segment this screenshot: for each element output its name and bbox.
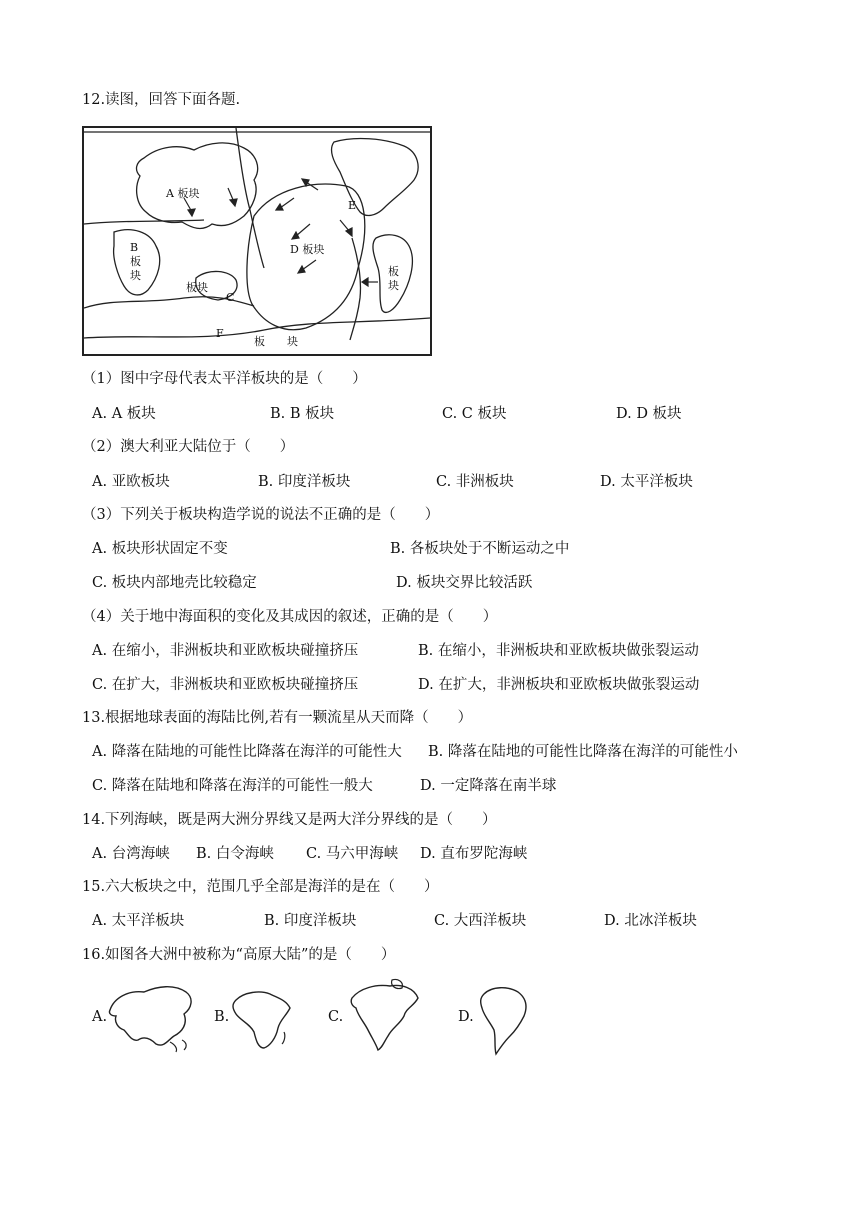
map-label-indian: 板块 [186, 281, 208, 294]
q12-sub3-option-d[interactable]: D. 板块交界比较活跃 [396, 575, 533, 591]
africa-outline-icon[interactable] [228, 986, 298, 1052]
q12-sub3-option-b[interactable]: B. 各板块处于不断运动之中 [390, 541, 570, 557]
q12-sub1-stem: （1）图中字母代表太平洋板块的是（ ） [82, 371, 367, 387]
q16-option-a[interactable]: A. [92, 1009, 108, 1025]
q14-option-d[interactable]: D. 直布罗陀海峡 [420, 846, 528, 862]
q13-option-d[interactable]: D. 一定降落在南半球 [420, 778, 557, 794]
map-label-d: D 板块 [290, 243, 325, 256]
map-label-b1: B [130, 241, 139, 254]
q12-sub1-option-a[interactable]: A. A 板块 [92, 406, 156, 422]
q14-option-b[interactable]: B. 白令海峡 [196, 846, 274, 862]
q12-sub1-option-c[interactable]: C. C 板块 [442, 406, 507, 422]
q12-sub2-option-c[interactable]: C. 非洲板块 [436, 474, 514, 490]
q12-sub2-option-d[interactable]: D. 太平洋板块 [600, 474, 693, 490]
map-label-sa2: 块 [388, 279, 399, 292]
q13-option-b[interactable]: B. 降落在陆地的可能性比降落在海洋的可能性小 [428, 744, 738, 760]
south-america-outline-icon[interactable] [476, 984, 532, 1056]
q12-sub2-option-a[interactable]: A. 亚欧板块 [92, 474, 170, 490]
q15-option-b[interactable]: B. 印度洋板块 [264, 913, 357, 929]
q15-option-c[interactable]: C. 大西洋板块 [434, 913, 527, 929]
q15-stem: 15.六大板块之中，范围几乎全部是海洋的是在（ ） [82, 879, 439, 895]
q15-option-d[interactable]: D. 北冰洋板块 [604, 913, 697, 929]
q12-sub3-option-a[interactable]: A. 板块形状固定不变 [92, 541, 228, 557]
q12-sub3-option-c[interactable]: C. 板块内部地壳比较稳定 [92, 575, 257, 591]
q16-option-c[interactable]: C. [328, 1009, 344, 1025]
q13-option-a[interactable]: A. 降落在陆地的可能性比降落在海洋的可能性大 [92, 744, 402, 760]
q12-sub1-option-b[interactable]: B. B 板块 [270, 406, 335, 422]
q16-option-d[interactable]: D. [458, 1009, 474, 1025]
map-label-fplate: 板 块 [254, 335, 298, 348]
map-label-f: F [216, 327, 224, 340]
q16-option-b[interactable]: B. [214, 1009, 230, 1025]
map-label-a: A 板块 [166, 187, 200, 200]
north-america-outline-icon[interactable] [346, 978, 422, 1054]
q12-stem: 12.读图，回答下面各题. [82, 92, 241, 108]
map-label-b3: 块 [130, 269, 141, 282]
q14-option-a[interactable]: A. 台湾海峡 [92, 846, 170, 862]
plate-map [82, 126, 432, 356]
q13-stem: 13.根据地球表面的海陆比例,若有一颗流星从天而降（ ） [82, 710, 473, 726]
map-label-sa1: 板 [388, 265, 399, 278]
q16-stem: 16.如图各大洲中被称为“高原大陆”的是（ ） [82, 947, 396, 963]
q12-sub4-option-d[interactable]: D. 在扩大，非洲板块和亚欧板块做张裂运动 [418, 677, 700, 693]
map-label-c: C [226, 291, 235, 304]
eurasia-outline-icon[interactable] [104, 980, 196, 1054]
q14-stem: 14.下列海峡，既是两大洲分界线又是两大洋分界线的是（ ） [82, 812, 497, 828]
q12-sub2-stem: （2）澳大利亚大陆位于（ ） [82, 439, 295, 455]
q12-sub2-option-b[interactable]: B. 印度洋板块 [258, 474, 351, 490]
q14-option-c[interactable]: C. 马六甲海峡 [306, 846, 399, 862]
map-label-e: E [348, 199, 357, 212]
q13-option-c[interactable]: C. 降落在陆地和降落在海洋的可能性一般大 [92, 778, 373, 794]
q12-sub4-stem: （4）关于地中海面积的变化及其成因的叙述，正确的是（ ） [82, 609, 498, 625]
q12-sub3-stem: （3）下列关于板块构造学说的说法不正确的是（ ） [82, 507, 440, 523]
q15-option-a[interactable]: A. 太平洋板块 [92, 913, 185, 929]
q12-sub4-option-a[interactable]: A. 在缩小，非洲板块和亚欧板块碰撞挤压 [92, 643, 359, 659]
q12-sub4-option-c[interactable]: C. 在扩大，非洲板块和亚欧板块碰撞挤压 [92, 677, 359, 693]
map-label-b2: 板 [130, 255, 141, 268]
q12-sub4-option-b[interactable]: B. 在缩小，非洲板块和亚欧板块做张裂运动 [418, 643, 699, 659]
q12-sub1-option-d[interactable]: D. D 板块 [616, 406, 682, 422]
